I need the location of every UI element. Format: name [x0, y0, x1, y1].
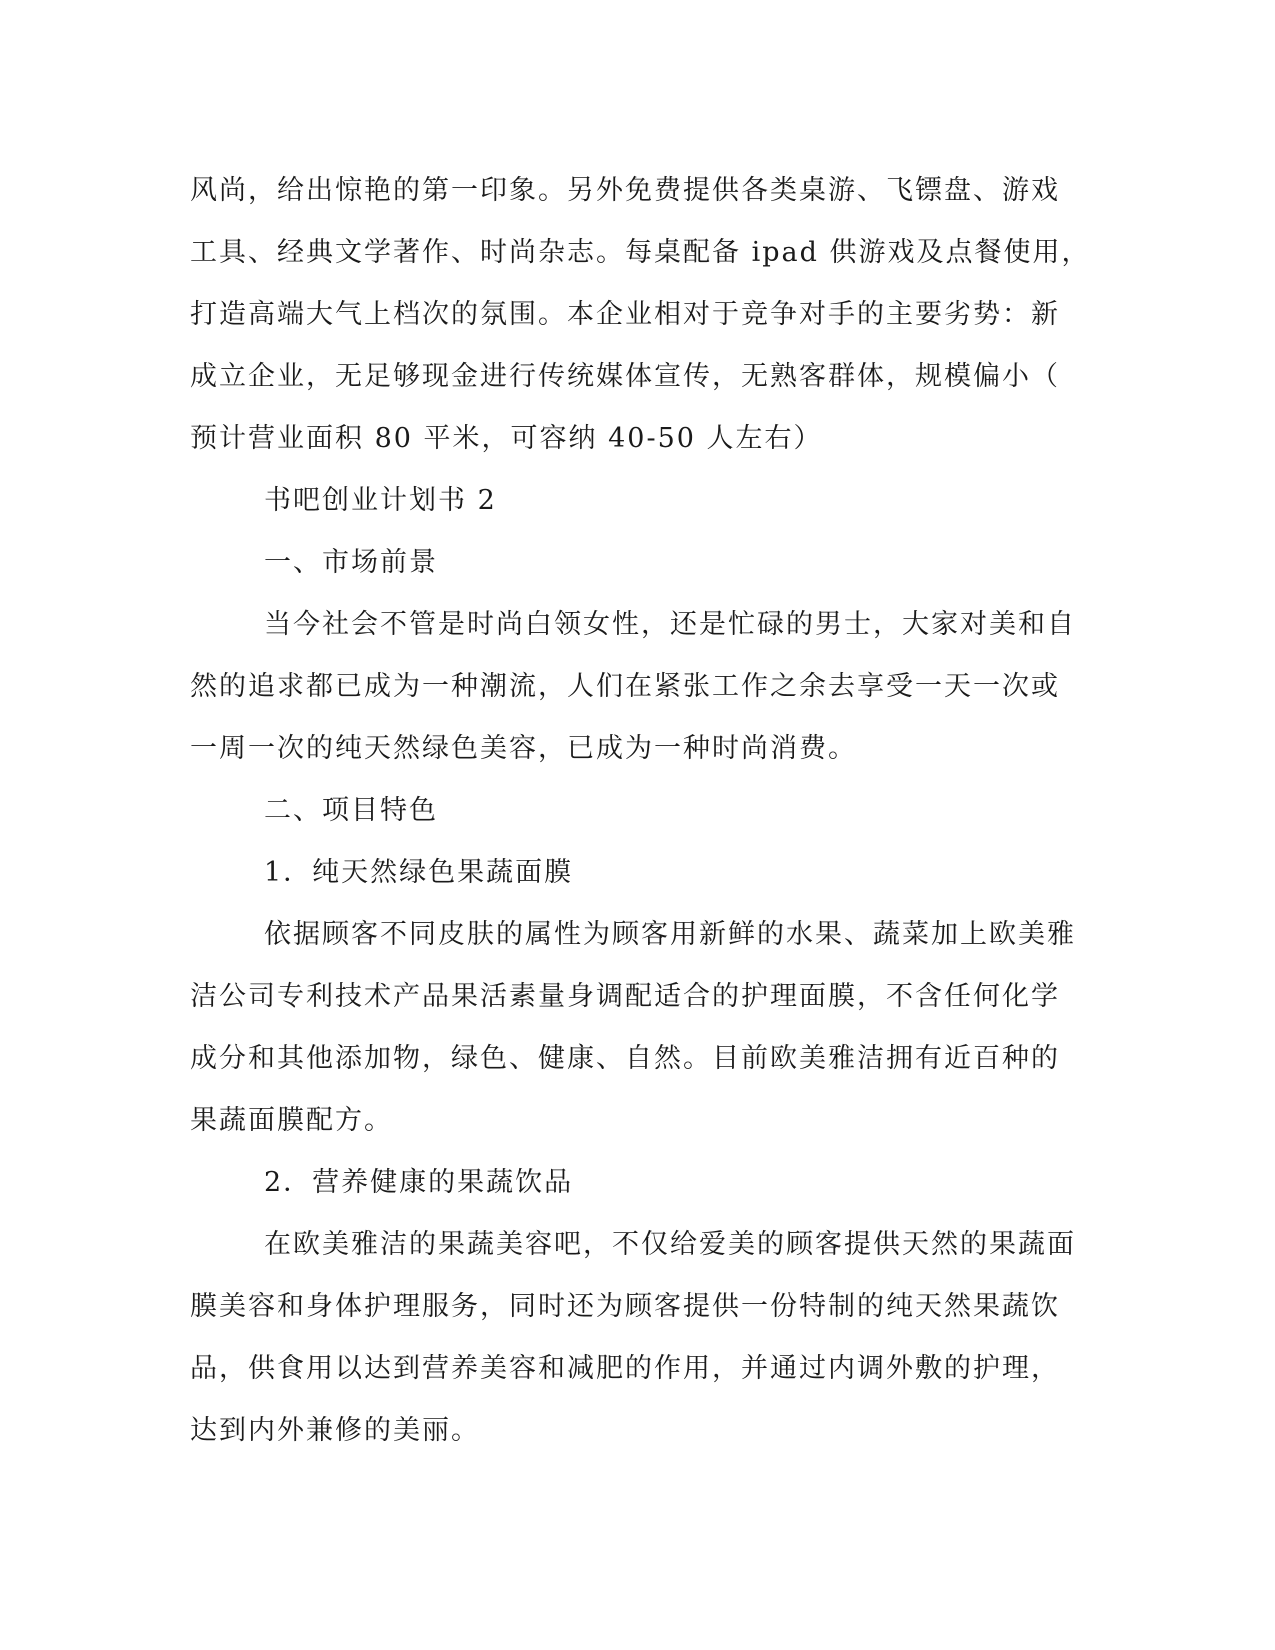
subheading: 2．营养健康的果蔬饮品	[264, 1167, 574, 1198]
heading: 一、市场前景	[264, 547, 438, 578]
text-line: 成立企业，无足够现金进行传统媒体宣传，无熟客群体，规模偏小（	[190, 361, 1060, 392]
text-line: 当今社会不管是时尚白领女性，还是忙碌的男士，大家对美和自	[264, 609, 1076, 640]
text-line: 果蔬面膜配方。	[190, 1105, 393, 1136]
document-body	[190, 160, 1091, 1462]
text-line: 品，供食用以达到营养美容和减肥的作用，并通过内调外敷的护理，	[190, 1353, 1060, 1384]
text-line: 打造高端大气上档次的氛围。本企业相对于竞争对手的主要劣势：新	[190, 299, 1060, 330]
text-line: 工具、经典文学著作、时尚杂志。每桌配备 ipad 供游戏及点餐使用，	[190, 237, 1091, 268]
section-title: 书吧创业计划书 2	[264, 485, 497, 516]
heading: 二、项目特色	[264, 795, 438, 826]
subheading: 1．纯天然绿色果蔬面膜	[264, 857, 574, 888]
text-line: 膜美容和身体护理服务，同时还为顾客提供一份特制的纯天然果蔬饮	[190, 1291, 1060, 1322]
text-line: 依据顾客不同皮肤的属性为顾客用新鲜的水果、蔬菜加上欧美雅	[264, 919, 1076, 950]
text-line: 预计营业面积 80 平米，可容纳 40-50 人左右）	[190, 423, 823, 454]
text-line: 一周一次的纯天然绿色美容，已成为一种时尚消费。	[190, 733, 857, 764]
text-line: 成分和其他添加物，绿色、健康、自然。目前欧美雅洁拥有近百种的	[190, 1043, 1060, 1074]
text-line: 然的追求都已成为一种潮流，人们在紧张工作之余去享受一天一次或	[190, 671, 1060, 702]
text-line: 在欧美雅洁的果蔬美容吧，不仅给爱美的顾客提供天然的果蔬面	[264, 1229, 1076, 1260]
text-line: 洁公司专利技术产品果活素量身调配适合的护理面膜，不含任何化学	[190, 981, 1060, 1012]
text-line: 达到内外兼修的美丽。	[190, 1415, 480, 1446]
text-line: 风尚，给出惊艳的第一印象。另外免费提供各类桌游、飞镖盘、游戏	[190, 175, 1060, 206]
